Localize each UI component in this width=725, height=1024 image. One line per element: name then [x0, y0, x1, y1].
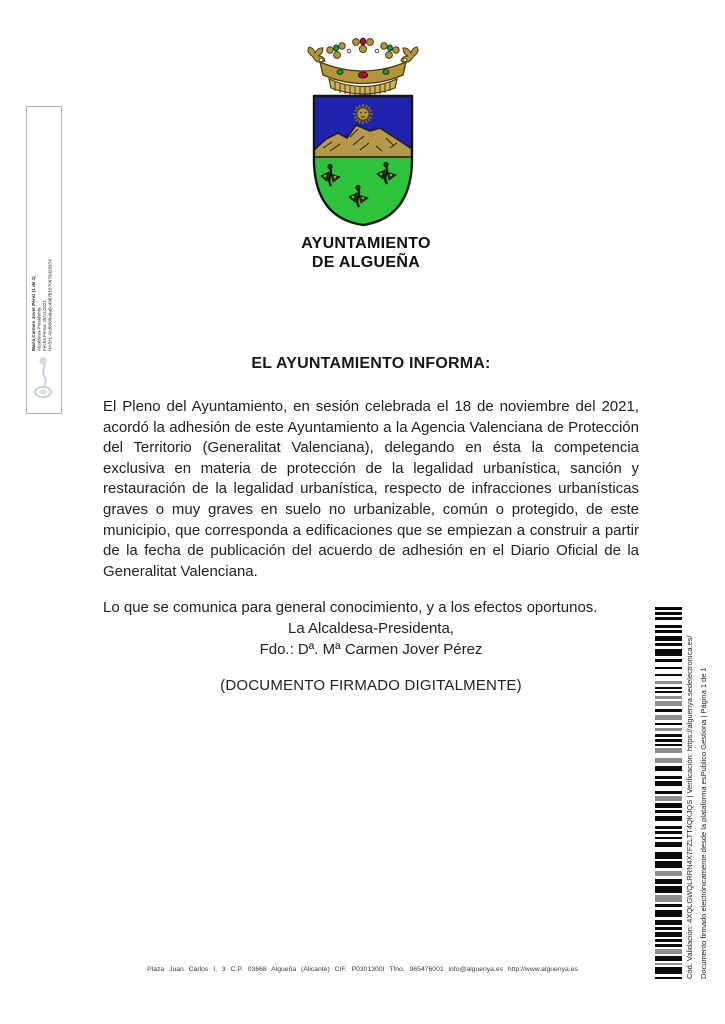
signer-role: Alcaldesa-Presidenta: [36, 307, 42, 351]
signature-hash: HASH: 42d6888a9a5c4987b1670670d26974: [47, 259, 53, 351]
validation-code-line: Cód. Validación: 4XQLGWQLRRN4X7FZLTT4QKJQS | Verificación: https://alguenya.sedelectronica.es/: [685, 635, 694, 979]
crown-icon: [308, 38, 418, 96]
signer-name: María Carmen Jover Pérez (1 de 1): [31, 276, 36, 351]
validation-text-rotated: [683, 607, 711, 979]
signer-info-rotated: [31, 186, 53, 351]
closing-paragraph: Lo que se comunica para general conocimiento, y a los efectos oportunos.: [103, 599, 598, 617]
digital-signature-note: (DOCUMENTO FIRMADO DIGITALMENTE): [220, 677, 522, 695]
signature-name: Fdo.: Dª. Mª Carmen Jover Pérez: [259, 640, 483, 658]
org-title-line2: DE ALGUEÑA: [311, 254, 421, 271]
body-paragraph: El Pleno del Ayuntamiento, en sesión celebrada el 18 de noviembre del 2021, acordó la adhesión de este Ayuntamiento a la Agencia Valenciana de Protección del Territorio (Generalitat Valenciana), delegando en ésta la competencia exclusiva en materia de protección de la legalidad urbanística, sanción y restauración de la legalidad urbanística, respecto de infracciones urbanísticas graves o muy graves en suelo no urbanizable, común o protegido, de este municipio, que corresponda a edificaciones que se empiezan a construir a partir de la fecha de publicación del acuerdo de adhesión en el Diario Oficial de la Generalitat Valenciana.: [103, 398, 639, 580]
org-title-line1: AYUNTAMIENTO: [301, 235, 431, 252]
coat-of-arms-icon: [290, 36, 436, 232]
signed-platform-line: Documento firmado electrónicamente desde la plataforma esPublico Gestiona | Página 1 de 1: [699, 667, 708, 979]
signature-role: La Alcaldesa-Presidenta,: [288, 619, 454, 637]
signature-date: Fecha Firma: 25/11/2021: [42, 300, 47, 351]
footer-text: Plaza Juan Carlos I, 3 C.P. 03668 Algueña (Alicante) CIF. P0301300I Tfno. 965476001 info@alguenya.es http://www.alguenya.es: [147, 966, 578, 973]
sun-icon: [353, 104, 373, 124]
stamp-icon: [31, 356, 55, 402]
page-heading: EL AYUNTAMIENTO INFORMA:: [251, 355, 491, 372]
org-title: [266, 234, 466, 272]
document-body: [103, 355, 639, 694]
barcode: [655, 607, 682, 980]
shield-icon: [314, 96, 412, 225]
